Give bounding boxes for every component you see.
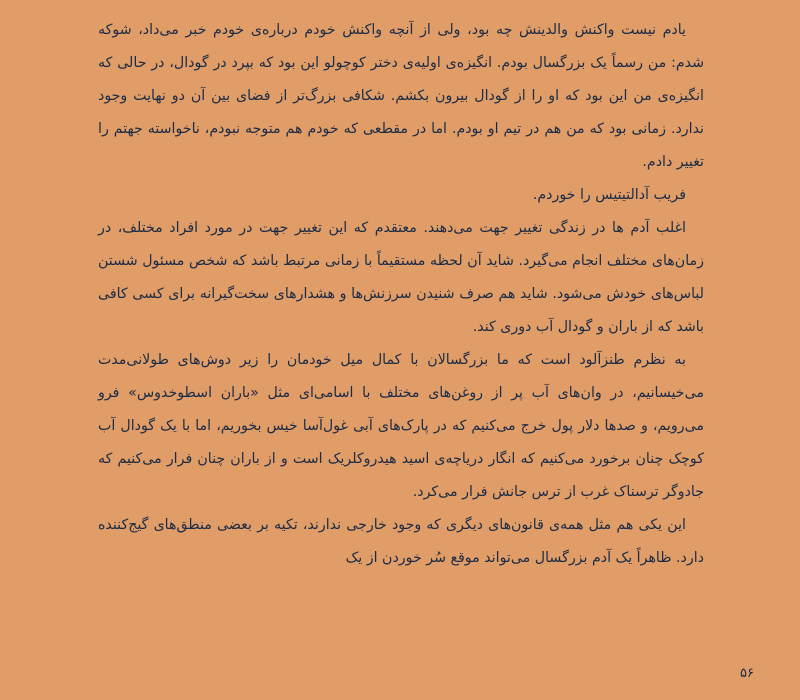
paragraph-2: فریب آدالتیتیس را خوردم. bbox=[532, 187, 686, 203]
paragraph-5: این یکی هم مثل همه‌ی قانون‌های دیگری که وجود خارجی ندارند، تکیه بر بعضی منطق‌های گیج‌کننده دارد. ظاهراً یک آدم بزرگسال می‌تواند موقع سُر خوردن از یک bbox=[98, 517, 704, 566]
page-number: ۵۶ bbox=[740, 666, 754, 681]
paragraph-1: یادم نیست واکنش والدینش چه بود، ولی از آنچه واکنش خودم درباره‌ی خودم خبر می‌داد، شوکه شدم: من رسماً یک بزرگسال بودم. انگیزه‌ی اولیه‌ی دختر کوچولو این بود که بپرد در گودال، در حالی که انگیزه‌ی من این بود که او را از گودال بیرون بکشم. شکافی بزرگ‌تر از فضای بین آن دو نهایت وجود ندارد. زمانی بود که من هم در تیم او بودم. اما در مقطعی که خودم هم متوجه نبودم، ناخواسته جهتم را تغییر دادم. bbox=[98, 22, 704, 170]
paragraph-4: به نظرم طنزآلود است که ما بزرگسالان با کمال میل خودمان را زیر دوش‌های طولانی‌مدت می‌خیسانیم، در وان‌های آب پر از روغن‌های مختلف با اسامی‌ای مثل «باران اسطوخدوس» فرو می‌رویم، و صدها دلار پول خرج می‌کنیم که در پارک‌های آبی غول‌آسا خیس بخوریم، اما با یک گودال آب کوچک چنان برخورد می‌کنیم که انگار دریاچه‌ی اسید هیدروکلریک است و از باران چنان فرار می‌کنیم که جادوگر ترسناک غرب از ترس جانش فرار می‌کرد. bbox=[98, 352, 704, 500]
paragraph-3: اغلب آدم ها در زندگی تغییر جهت می‌دهند. معتقدم که این تغییر جهت در مورد افراد مختلف، در زمان‌های مختلف انجام می‌گیرد. شاید آن لحظه مستقیماً با زمانی مرتبط باشد که شخص مسئول شستن لباس‌های خودش می‌شود. شاید هم صرف شنیدن سرزنش‌ها و هشدارهای سخت‌گیرانه برای کسی کافی باشد که از باران و گودال آب دوری کند. bbox=[98, 220, 704, 335]
body-text bbox=[98, 14, 704, 575]
